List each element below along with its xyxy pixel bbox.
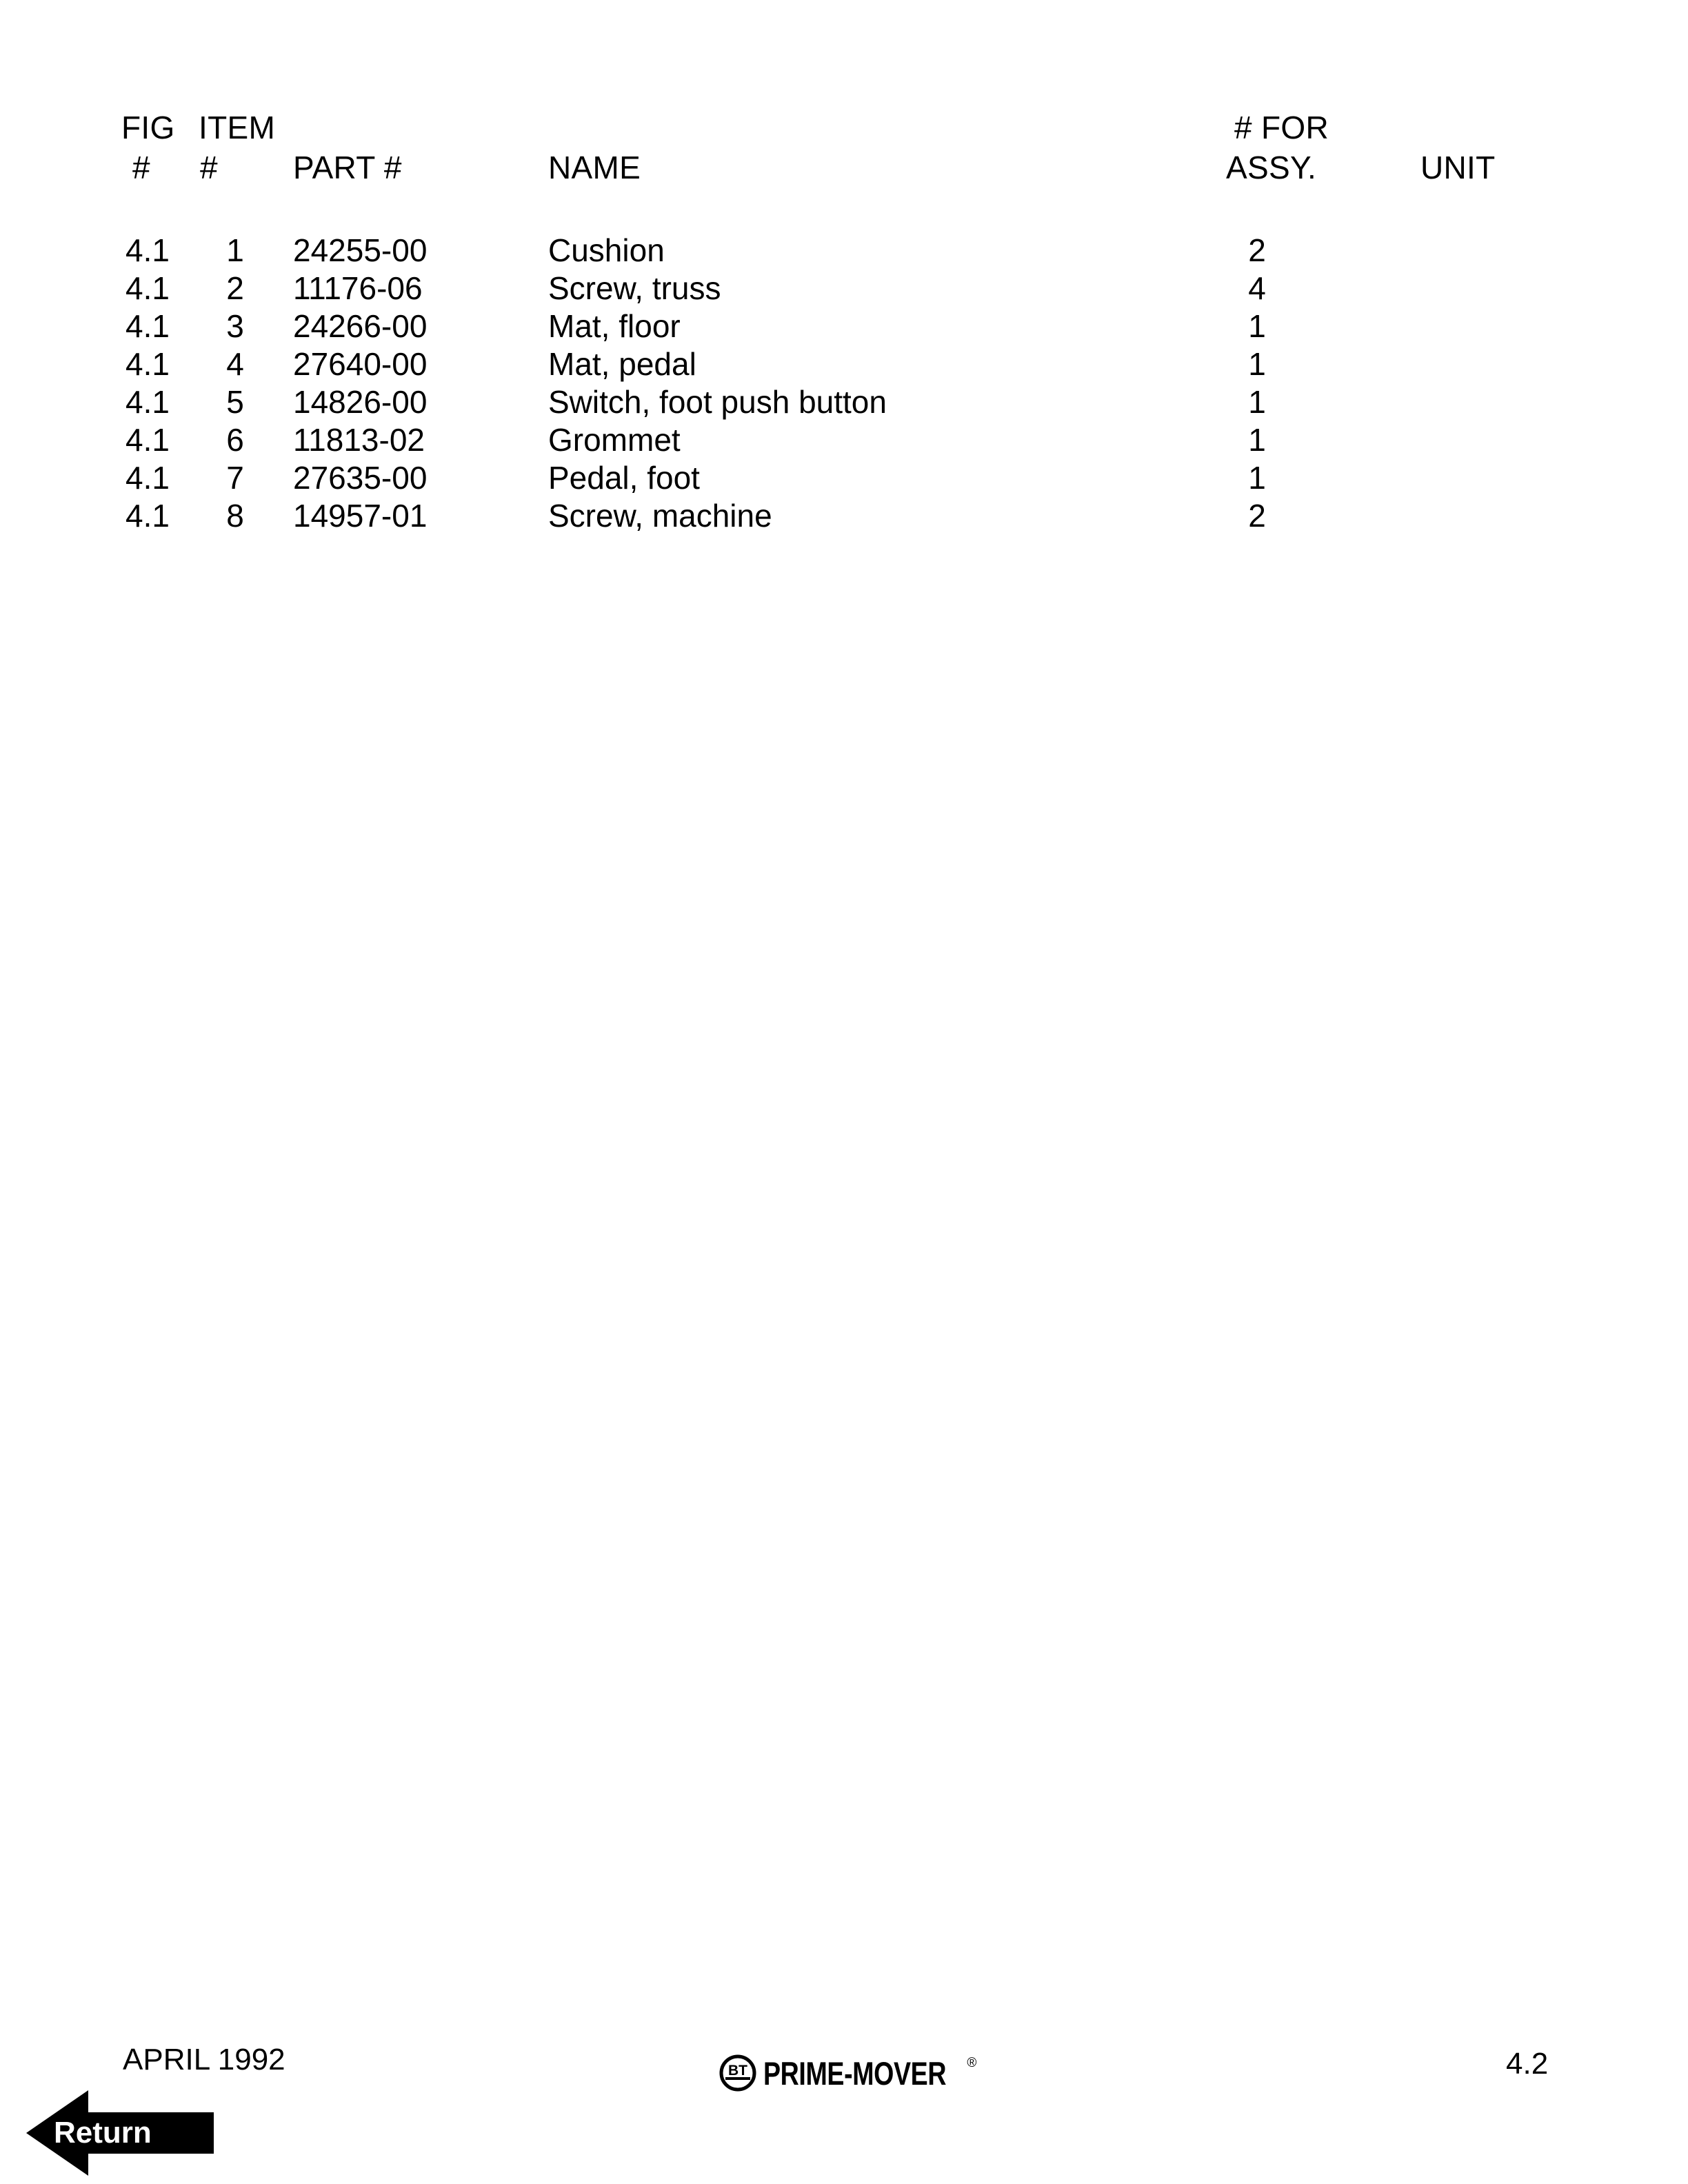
cell-fig: 4.1 [125,498,170,534]
cell-part-number: 14826-00 [293,384,428,420]
cell-item: 8 [226,498,244,534]
parts-table-header [0,108,1688,196]
header-item-hash: # [200,150,218,185]
cell-name: Cushion [548,232,665,268]
footer-date: APRIL 1992 [123,2043,285,2076]
cell-name: Grommet [548,422,681,458]
header-fig-label: FIG [121,110,175,145]
cell-fig: 4.1 [125,270,170,306]
cell-item: 1 [226,232,244,268]
table-row [0,307,1688,345]
cell-qty-assy: 2 [1248,232,1266,268]
registered-mark-icon: ® [967,2056,977,2070]
cell-fig: 4.1 [125,422,170,458]
logo-wordmark: PRIME-MOVER [763,2054,947,2092]
header-qty-assy: ASSY. [1226,150,1317,185]
cell-qty-assy: 4 [1248,270,1266,306]
header-name: NAME [548,150,641,185]
cell-part-number: 14957-01 [293,498,428,534]
cell-fig: 4.1 [125,232,170,268]
cell-part-number: 11176-06 [293,270,423,306]
cell-qty-assy: 1 [1248,346,1266,382]
header-item-label: ITEM [199,110,276,145]
cell-name: Mat, pedal [548,346,696,382]
cell-part-number: 11813-02 [293,422,425,458]
cell-name: Mat, floor [548,308,681,344]
cell-name: Switch, foot push button [548,384,887,420]
table-row [0,345,1688,383]
cell-qty-assy: 1 [1248,460,1266,496]
cell-item: 2 [226,270,244,306]
table-row [0,497,1688,535]
cell-item: 3 [226,308,244,344]
return-button-label: Return [54,2116,152,2150]
footer-page-number: 4.2 [1506,2047,1549,2081]
cell-fig: 4.1 [125,460,170,496]
cell-part-number: 24255-00 [293,232,428,268]
svg-text:BT: BT [728,2063,747,2079]
header-qty-for-label: # FOR [1234,110,1329,145]
cell-item: 4 [226,346,244,382]
cell-qty-assy: 1 [1248,422,1266,458]
cell-name: Screw, machine [548,498,772,534]
header-fig-hash: # [132,150,150,185]
prime-mover-logo [719,2054,976,2092]
cell-part-number: 27635-00 [293,460,428,496]
table-row [0,459,1688,497]
cell-qty-assy: 1 [1248,384,1266,420]
cell-item: 6 [226,422,244,458]
return-button[interactable] [26,2087,214,2178]
header-unit: UNIT [1420,150,1496,185]
table-row [0,383,1688,421]
cell-fig: 4.1 [125,346,170,382]
cell-item: 5 [226,384,244,420]
cell-name: Screw, truss [548,270,721,306]
cell-part-number: 24266-00 [293,308,428,344]
cell-part-number: 27640-00 [293,346,428,382]
left-arrow-icon [26,2087,214,2178]
header-part-number: PART # [293,150,402,185]
cell-item: 7 [226,460,244,496]
bt-circle-icon [719,2054,756,2092]
table-row [0,421,1688,459]
cell-name: Pedal, foot [548,460,700,496]
cell-fig: 4.1 [125,384,170,420]
cell-qty-assy: 2 [1248,498,1266,534]
table-row [0,232,1688,270]
cell-qty-assy: 1 [1248,308,1266,344]
cell-fig: 4.1 [125,308,170,344]
parts-table-body [0,232,1688,535]
table-row [0,270,1688,307]
